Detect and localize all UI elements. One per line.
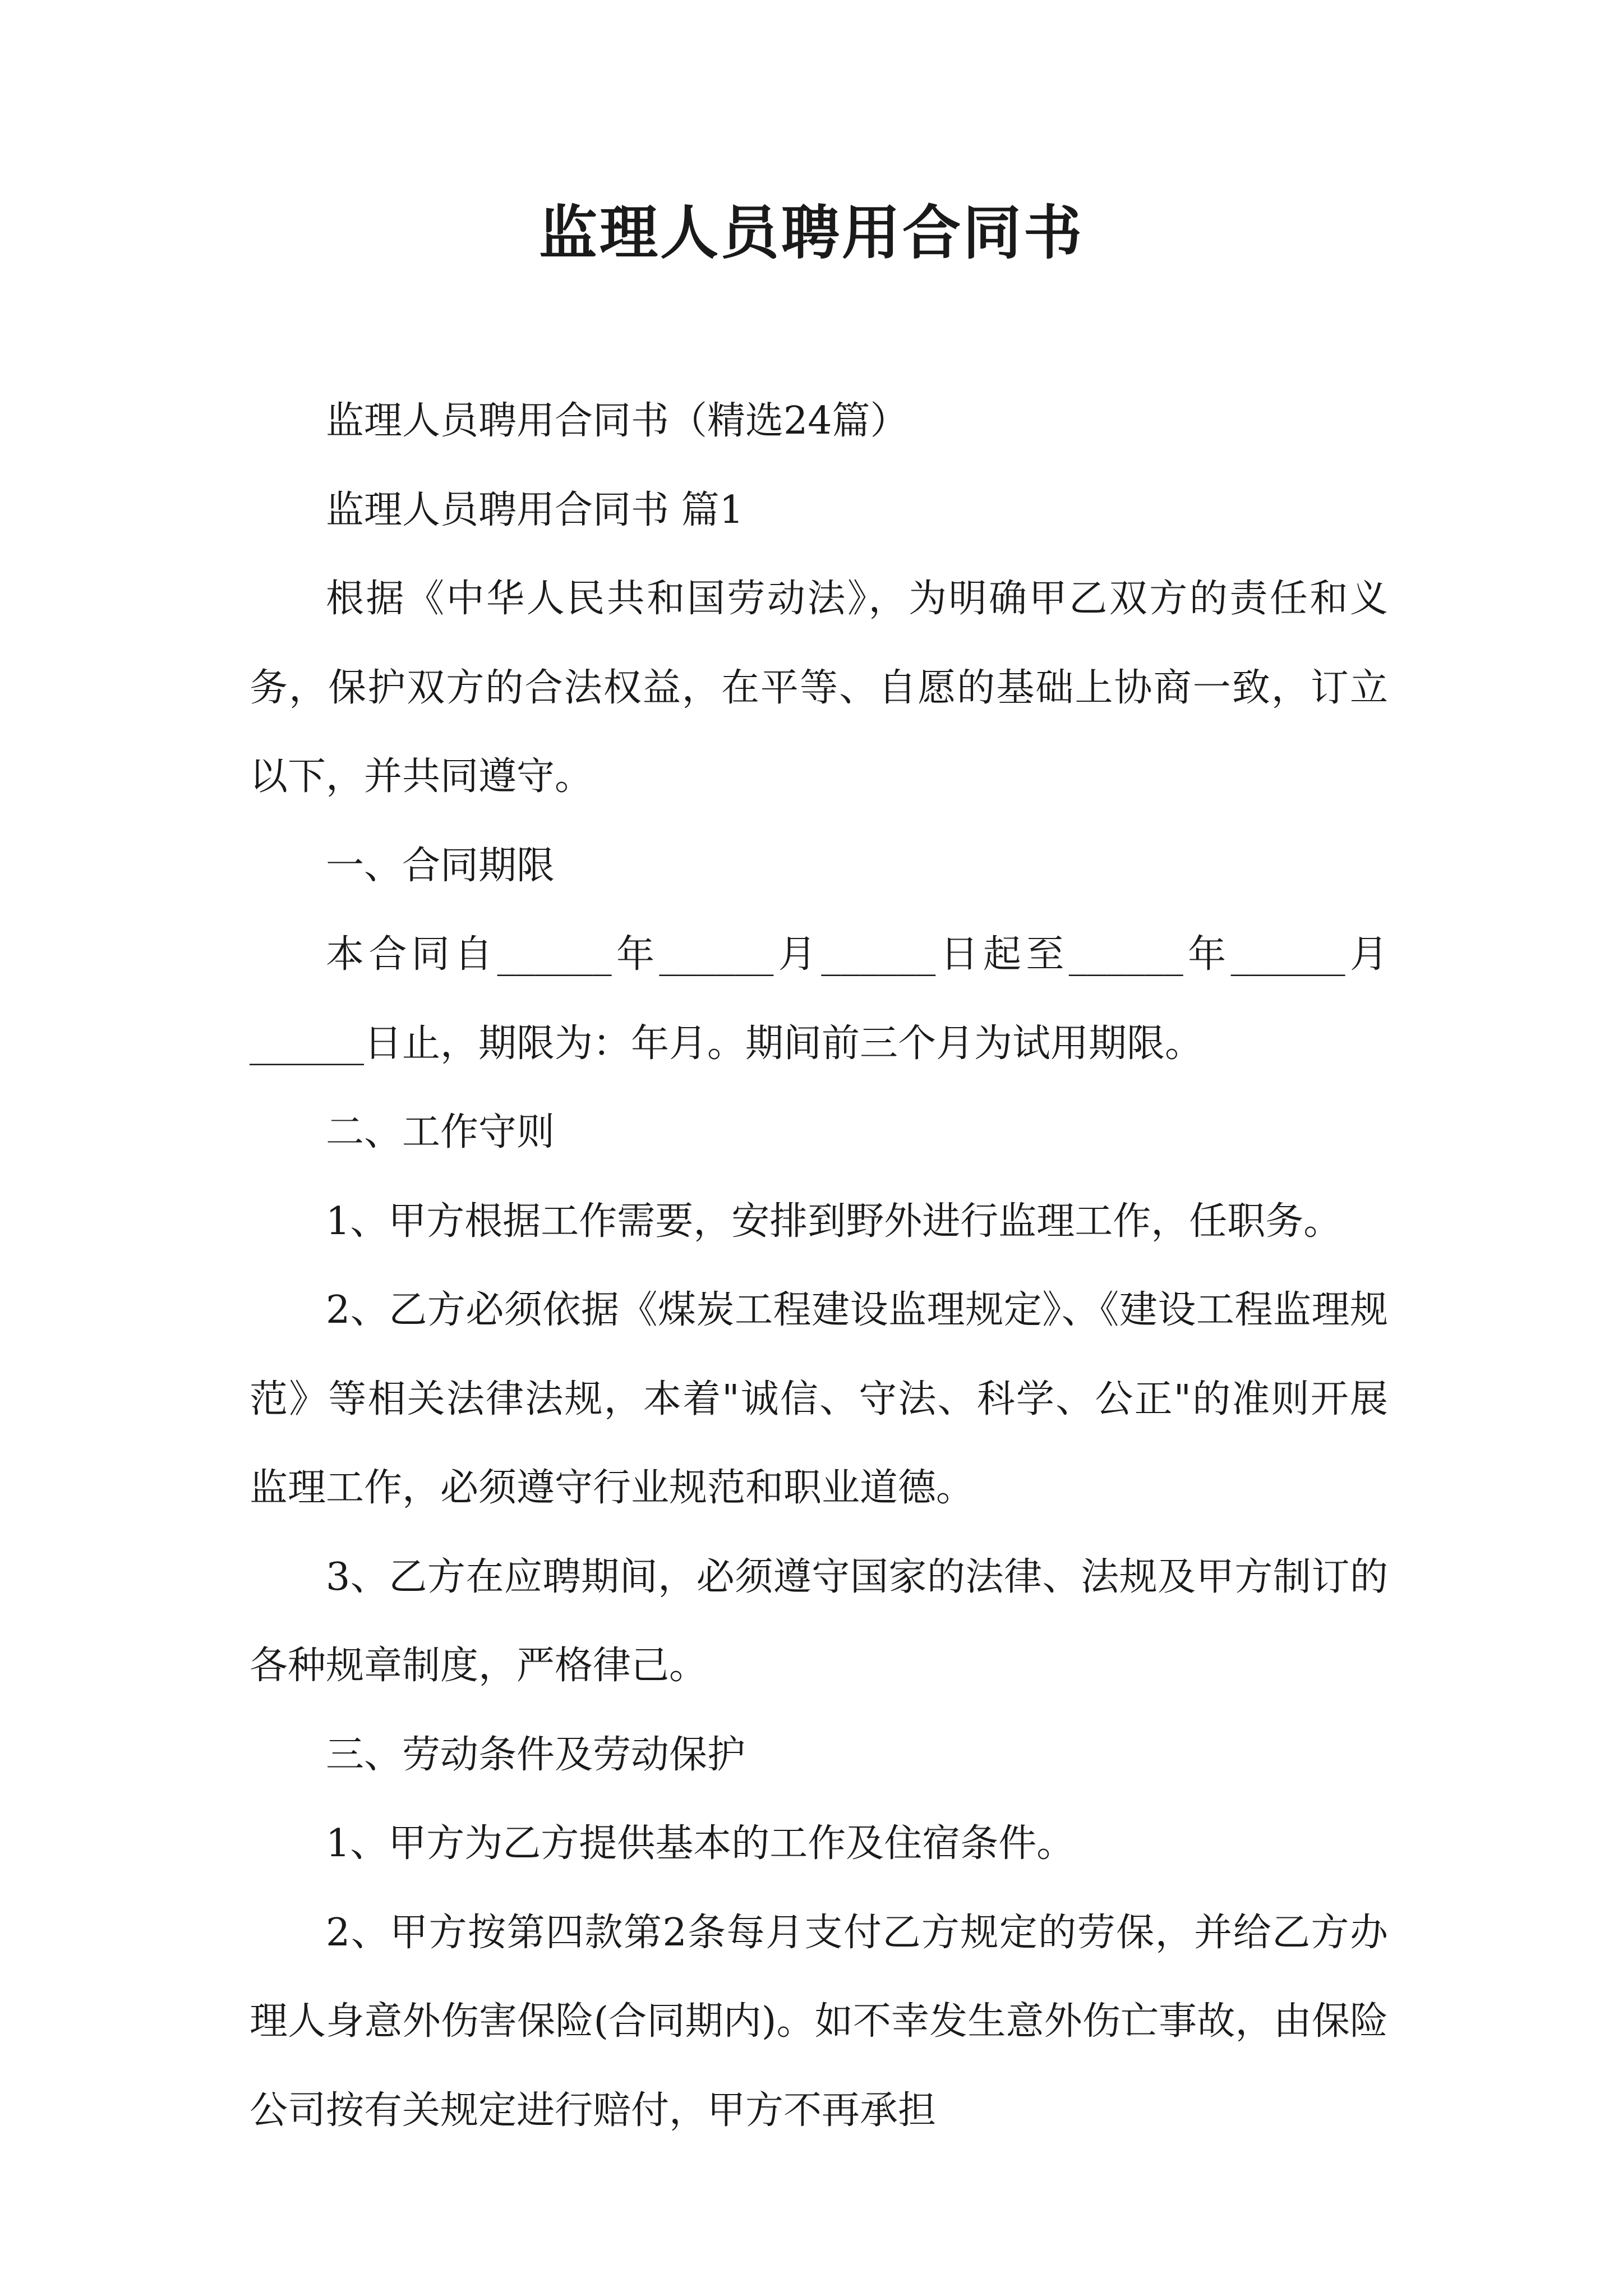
paragraph: 3、乙方在应聘期间，必须遵守国家的法律、法规及甲方制订的各种规章制度，严格律己。 <box>250 1554 1388 1688</box>
paragraph: 本合同自______年______月______日起至______年______月______日止，期限为：年月。期间前三个月为试用期限。 <box>250 932 1388 1066</box>
document-title: 监理人员聘用合同书 <box>538 199 1084 267</box>
section-heading: 监理人员聘用合同书 篇1 <box>326 487 744 532</box>
clause-heading: 一、合同期限 <box>326 843 555 888</box>
clause-heading: 二、工作守则 <box>326 1110 555 1154</box>
subtitle: 监理人员聘用合同书（精选24篇） <box>326 399 909 443</box>
paragraph: 2、甲方按第四款第2条每月支付乙方规定的劳保，并给乙方办理人身意外伤害保险(合同期内)。如不幸发生意外伤亡事故，由保险公司按有关规定进行赔付，甲方不再承担 <box>250 1910 1388 2133</box>
clause-heading: 三、劳动条件及劳动保护 <box>326 1732 746 1777</box>
paragraph: 2、乙方必须依据《煤炭工程建设监理规定》、《建设工程监理规范》等相关法律法规，本着"诚信、守法、科学、公正"的准则开展监理工作，必须遵守行业规范和职业道德。 <box>250 1288 1388 1510</box>
paragraph: 1、甲方根据工作需要，安排到野外进行监理工作，任职务。 <box>326 1199 1342 1244</box>
paragraph: 根据《中华人民共和国劳动法》，为明确甲乙双方的责任和义务，保护双方的合法权益，在平等、自愿的基础上协商一致，订立以下，并共同遵守。 <box>250 577 1388 799</box>
document-body <box>250 377 1388 2155</box>
paragraph: 1、甲方为乙方提供基本的工作及住宿条件。 <box>326 1821 1075 1866</box>
